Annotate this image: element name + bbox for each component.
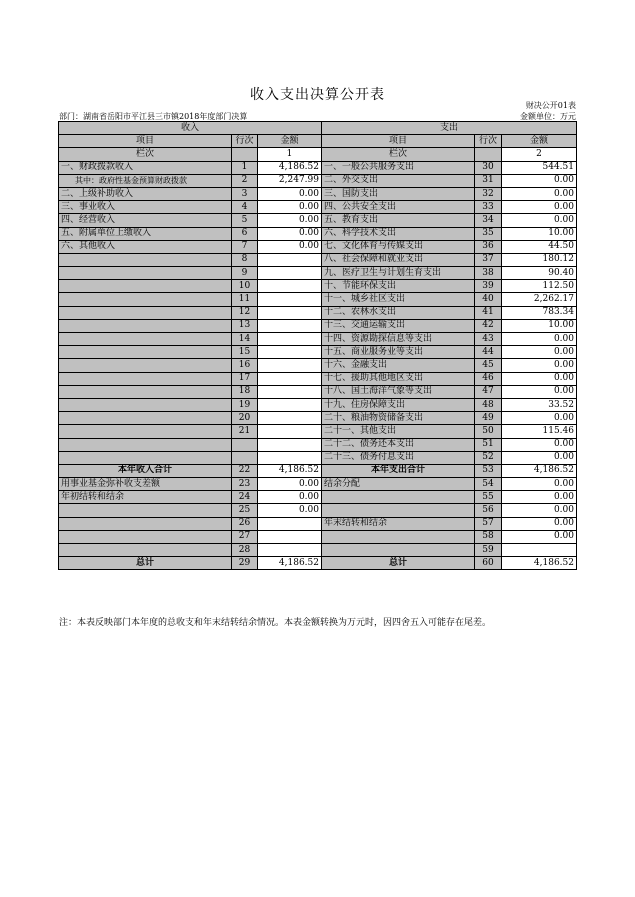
expense-amount-header: 金额: [502, 135, 577, 148]
income-item: [59, 517, 232, 530]
expense-item: 四、公共安全支出: [322, 201, 475, 214]
income-amount: 2,247.99: [258, 174, 322, 187]
income-line: 2: [232, 174, 258, 187]
expense-item: 年末结转和结余: [322, 517, 475, 530]
expense-item: 十、节能环保支出: [322, 280, 475, 293]
income-item: [59, 451, 232, 464]
expense-amount: 115.46: [502, 425, 577, 438]
expense-line: 30: [475, 161, 502, 174]
income-line: [232, 451, 258, 464]
expense-line-blank: [475, 148, 502, 161]
table-row: [59, 319, 577, 332]
income-item: 四、经营收入: [59, 214, 232, 227]
expense-line: 57: [475, 517, 502, 530]
expense-amount: 0.00: [502, 451, 577, 464]
table-row: [59, 240, 577, 253]
expense-item: 二十一、其他支出: [322, 425, 475, 438]
income-item: [59, 372, 232, 385]
table-row: [59, 530, 577, 543]
expense-line: 46: [475, 372, 502, 385]
income-amount: [258, 346, 322, 359]
income-amount: 4,186.52: [258, 161, 322, 174]
income-amount: [258, 438, 322, 451]
income-grand-total-line: 29: [232, 557, 258, 570]
department-label: 部门：湖南省岳阳市平江县三市镇2018年度部门决算: [59, 112, 248, 121]
expense-amount: 0.00: [502, 491, 577, 504]
income-item: [59, 346, 232, 359]
table-row: [59, 187, 577, 200]
income-item: [59, 359, 232, 372]
income-item: [59, 333, 232, 346]
expense-line: 44: [475, 346, 502, 359]
table-row: [59, 385, 577, 398]
income-line: 4: [232, 201, 258, 214]
income-amount: [258, 398, 322, 411]
expense-item: 结余分配: [322, 478, 475, 491]
expense-item: 三、国防支出: [322, 187, 475, 200]
expense-amount: 0.00: [502, 359, 577, 372]
table-row: [59, 267, 577, 280]
expense-line: 40: [475, 293, 502, 306]
income-amount: 0.00: [258, 491, 322, 504]
expense-line: 55: [475, 491, 502, 504]
income-amount: [258, 293, 322, 306]
income-item: 六、其他收入: [59, 240, 232, 253]
expense-item: 一、一般公共服务支出: [322, 161, 475, 174]
expense-item: 十五、商业服务业等支出: [322, 346, 475, 359]
income-column-no-label: 栏次: [59, 148, 232, 161]
expense-line: 39: [475, 280, 502, 293]
income-line: 26: [232, 517, 258, 530]
table-row: [59, 451, 577, 464]
expense-line: 32: [475, 187, 502, 200]
expense-amount: 112.50: [502, 280, 577, 293]
income-line: 7: [232, 240, 258, 253]
income-item: [59, 398, 232, 411]
expense-amount: 33.52: [502, 398, 577, 411]
income-item: [59, 504, 232, 517]
expense-amount: 0.00: [502, 504, 577, 517]
table-row: [59, 227, 577, 240]
expense-total-amount: 4,186.52: [502, 464, 577, 477]
expense-line: 56: [475, 504, 502, 517]
expense-line: 37: [475, 253, 502, 266]
expense-amount: 0.00: [502, 372, 577, 385]
expense-amount: 0.00: [502, 385, 577, 398]
income-line: 18: [232, 385, 258, 398]
expense-item: 六、科学技术支出: [322, 227, 475, 240]
expense-item: 十八、国土海洋气象等支出: [322, 385, 475, 398]
income-amount: [258, 451, 322, 464]
table-row: [59, 504, 577, 517]
table-row: [59, 253, 577, 266]
expense-line: 59: [475, 544, 502, 557]
income-item: [59, 530, 232, 543]
expense-item: 十四、资源勘探信息等支出: [322, 333, 475, 346]
expense-total-line: 53: [475, 464, 502, 477]
header-row-2: [59, 135, 577, 148]
income-item-header: 项目: [59, 135, 232, 148]
expense-line: 50: [475, 425, 502, 438]
expense-line: 38: [475, 267, 502, 280]
income-amount: 0.00: [258, 240, 322, 253]
income-line: 8: [232, 253, 258, 266]
expense-item: 十三、交通运输支出: [322, 319, 475, 332]
income-item: [59, 267, 232, 280]
expense-total-label: 本年支出合计: [322, 464, 475, 477]
expense-line: 34: [475, 214, 502, 227]
total-row: [59, 464, 577, 477]
expense-amount: 544.51: [502, 161, 577, 174]
income-item: [59, 412, 232, 425]
expense-amount: [502, 544, 577, 557]
income-line: 6: [232, 227, 258, 240]
income-line: 16: [232, 359, 258, 372]
expense-line: 48: [475, 398, 502, 411]
table-row: [59, 478, 577, 491]
expense-column-no-label: 栏次: [322, 148, 475, 161]
table-row: [59, 280, 577, 293]
table-row: [59, 214, 577, 227]
income-item: 年初结转和结余: [59, 491, 232, 504]
income-amount-header: 金额: [258, 135, 322, 148]
expense-amount: 0.00: [502, 530, 577, 543]
expense-amount: 10.00: [502, 319, 577, 332]
income-item: [59, 425, 232, 438]
income-amount: [258, 530, 322, 543]
income-line: 15: [232, 346, 258, 359]
income-amount: [258, 385, 322, 398]
income-item: 用事业基金弥补收支差额: [59, 478, 232, 491]
income-amount: [258, 372, 322, 385]
table-code: 财决公开01表: [525, 101, 576, 110]
income-line: 10: [232, 280, 258, 293]
grand-total-row: [59, 557, 577, 570]
income-grand-total-label: 总计: [59, 557, 232, 570]
table-row: [59, 359, 577, 372]
expense-amount: 0.00: [502, 201, 577, 214]
expense-line: 45: [475, 359, 502, 372]
table-row: [59, 161, 577, 174]
income-amount: [258, 359, 322, 372]
page-title: 收入支出决算公开表: [250, 87, 385, 103]
table-row: [59, 346, 577, 359]
income-line: 23: [232, 478, 258, 491]
income-total-label: 本年收入合计: [59, 464, 232, 477]
income-item: 二、上级补助收入: [59, 187, 232, 200]
expense-line: 47: [475, 385, 502, 398]
income-item: [59, 319, 232, 332]
expense-item: 二十、粮油物资储备支出: [322, 412, 475, 425]
table-row: [59, 544, 577, 557]
income-line: 3: [232, 187, 258, 200]
table-row: [59, 333, 577, 346]
table-row: [59, 293, 577, 306]
income-amount: [258, 517, 322, 530]
table-row: [59, 398, 577, 411]
income-item: [59, 438, 232, 451]
expense-line: 52: [475, 451, 502, 464]
income-line-header: 行次: [232, 135, 258, 148]
expense-item: [322, 491, 475, 504]
expense-amount: 2,262.17: [502, 293, 577, 306]
expense-amount: 0.00: [502, 174, 577, 187]
income-line: 5: [232, 214, 258, 227]
expense-amount: 0.00: [502, 214, 577, 227]
expense-col-no: 2: [502, 148, 577, 161]
income-total-line: 22: [232, 464, 258, 477]
expense-amount: 44.50: [502, 240, 577, 253]
expense-amount: 10.00: [502, 227, 577, 240]
income-item: [59, 280, 232, 293]
expense-item: 十六、金融支出: [322, 359, 475, 372]
expense-line: 43: [475, 333, 502, 346]
income-grand-total-amount: 4,186.52: [258, 557, 322, 570]
expense-item: 八、社会保障和就业支出: [322, 253, 475, 266]
expense-item: 二十二、债务还本支出: [322, 438, 475, 451]
table-row: [59, 425, 577, 438]
income-col-no: 1: [258, 148, 322, 161]
income-amount: 0.00: [258, 201, 322, 214]
income-expense-table: [58, 121, 577, 570]
table-row: [59, 517, 577, 530]
income-item: 五、附属单位上缴收入: [59, 227, 232, 240]
table-row: [59, 306, 577, 319]
income-item: 一、财政拨款收入: [59, 161, 232, 174]
income-amount: [258, 333, 322, 346]
income-amount: [258, 425, 322, 438]
expense-line: 42: [475, 319, 502, 332]
income-amount: [258, 253, 322, 266]
expense-amount: 0.00: [502, 412, 577, 425]
income-item: 三、事业收入: [59, 201, 232, 214]
expense-item: 七、文化体育与传媒支出: [322, 240, 475, 253]
expense-item: 十九、住房保障支出: [322, 398, 475, 411]
income-line: 20: [232, 412, 258, 425]
income-item: 其中：政府性基金预算财政拨款: [59, 174, 232, 187]
expense-amount: 90.40: [502, 267, 577, 280]
income-amount: [258, 267, 322, 280]
expense-amount: 0.00: [502, 478, 577, 491]
income-amount: [258, 306, 322, 319]
expense-line: 35: [475, 227, 502, 240]
income-amount: [258, 280, 322, 293]
expense-line: 31: [475, 174, 502, 187]
expense-item: 十一、城乡社区支出: [322, 293, 475, 306]
expense-line-header: 行次: [475, 135, 502, 148]
income-item: [59, 544, 232, 557]
table-row: [59, 174, 577, 187]
income-line: 9: [232, 267, 258, 280]
income-line: 24: [232, 491, 258, 504]
expense-item-header: 项目: [322, 135, 475, 148]
expense-line: 58: [475, 530, 502, 543]
expense-item: [322, 544, 475, 557]
income-amount: [258, 412, 322, 425]
expense-header: 支出: [322, 122, 577, 135]
expense-item: 五、教育支出: [322, 214, 475, 227]
expense-amount: 0.00: [502, 517, 577, 530]
income-line: 28: [232, 544, 258, 557]
income-total-amount: 4,186.52: [258, 464, 322, 477]
income-item: [59, 253, 232, 266]
footnote: 注：本表反映部门本年度的总收支和年末结转结余情况。本表金额转换为万元时，因四舍五入可能存在尾差。: [59, 618, 492, 628]
expense-line: 33: [475, 201, 502, 214]
expense-amount: 180.12: [502, 253, 577, 266]
income-amount: 0.00: [258, 187, 322, 200]
expense-item: 二十三、债务付息支出: [322, 451, 475, 464]
income-line: 21: [232, 425, 258, 438]
income-line: 14: [232, 333, 258, 346]
income-line: [232, 438, 258, 451]
expense-line: 36: [475, 240, 502, 253]
header-row-3: [59, 148, 577, 161]
expense-item: 二、外交支出: [322, 174, 475, 187]
income-amount: [258, 319, 322, 332]
expense-line: 51: [475, 438, 502, 451]
expense-line: 49: [475, 412, 502, 425]
income-amount: 0.00: [258, 214, 322, 227]
income-item: [59, 385, 232, 398]
expense-grand-total-line: 60: [475, 557, 502, 570]
income-line: 11: [232, 293, 258, 306]
expense-amount: 783.34: [502, 306, 577, 319]
income-line: 13: [232, 319, 258, 332]
header-row-1: [59, 122, 577, 135]
income-line: 27: [232, 530, 258, 543]
unit-label: 金额单位：万元: [520, 112, 576, 121]
income-line: 1: [232, 161, 258, 174]
table-row: [59, 491, 577, 504]
expense-item: 十二、农林水支出: [322, 306, 475, 319]
income-amount: 0.00: [258, 478, 322, 491]
table-row: [59, 438, 577, 451]
table-row: [59, 412, 577, 425]
income-item: [59, 293, 232, 306]
expense-line: 54: [475, 478, 502, 491]
expense-item: [322, 504, 475, 517]
income-line-blank: [232, 148, 258, 161]
income-line: 25: [232, 504, 258, 517]
income-amount: 0.00: [258, 504, 322, 517]
table-row: [59, 201, 577, 214]
income-header: 收入: [59, 122, 322, 135]
income-item: [59, 306, 232, 319]
expense-item: 十七、援助其他地区支出: [322, 372, 475, 385]
expense-line: 41: [475, 306, 502, 319]
expense-grand-total-amount: 4,186.52: [502, 557, 577, 570]
expense-grand-total-label: 总计: [322, 557, 475, 570]
expense-amount: 0.00: [502, 333, 577, 346]
table-row: [59, 372, 577, 385]
income-line: 17: [232, 372, 258, 385]
expense-amount: 0.00: [502, 346, 577, 359]
income-amount: 0.00: [258, 227, 322, 240]
expense-amount: 0.00: [502, 438, 577, 451]
expense-amount: 0.00: [502, 187, 577, 200]
income-line: 12: [232, 306, 258, 319]
expense-item: 九、医疗卫生与计划生育支出: [322, 267, 475, 280]
expense-item: [322, 530, 475, 543]
income-amount: [258, 544, 322, 557]
income-line: 19: [232, 398, 258, 411]
